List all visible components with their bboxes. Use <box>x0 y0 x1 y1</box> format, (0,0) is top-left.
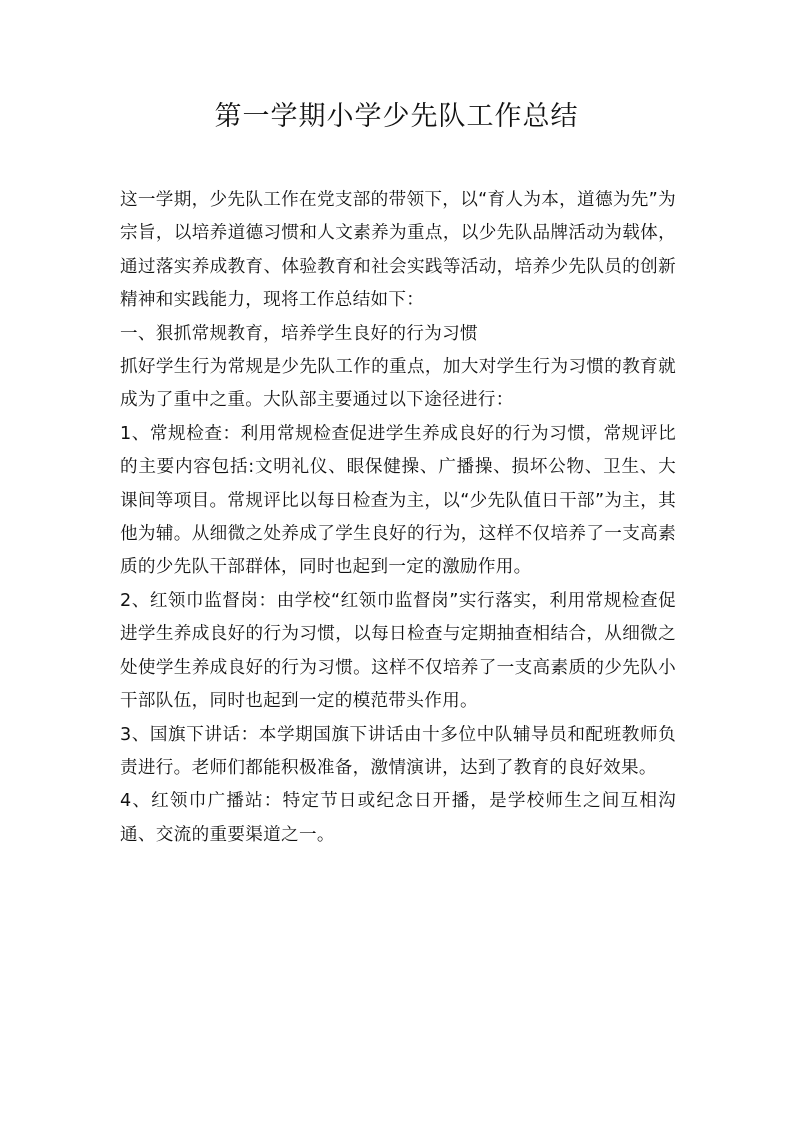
section-heading: 一、狠抓常规教育，培养学生良好的行为习惯 <box>120 323 478 344</box>
list-item-flag-speech: 3、国旗下讲话：本学期国旗下讲话由十多位中队辅导员和配班教师负责进行。老师们都能积极准备，激情演讲，达到了教育的良好效果。 <box>120 724 676 778</box>
page-title: 第一学期小学少先队工作总结 <box>214 101 579 132</box>
list-item-red-scarf-post: 2、红领巾监督岗：由学校“红领巾监督岗”实行落实，利用常规检查促进学生养成良好的行为习惯，以每日检查与定期抽查相结合，从细微之处使学生养成良好的行为习惯。这样不仅培养了一支高素质的少先队小干部队伍，同时也起到一定的模范带头作用。 <box>120 590 676 712</box>
document-body <box>120 184 676 852</box>
body-paragraph: 抓好学生行为常规是少先队工作的重点，加大对学生行为习惯的教育就成为了重中之重。大队部主要通过以下途径进行： <box>120 357 676 411</box>
list-item-routine-check: 1、常规检查：利用常规检查促进学生养成良好的行为习惯，常规评比的主要内容包括:文明礼仪、眼保健操、广播操、损坏公物、卫生、大课间等项目。常规评比以每日检查为主，以“少先队值日干部”为主，其他为辅。从细微之处养成了学生良好的行为，这样不仅培养了一支高素质的少先队干部群体，同时也起到一定的激励作用。 <box>120 423 676 578</box>
list-item-broadcast-station: 4、红领巾广播站：特定节日或纪念日开播，是学校师生之间互相沟通、交流的重要渠道之一。 <box>120 791 676 845</box>
intro-paragraph: 这一学期，少先队工作在党支部的带领下，以“育人为本，道德为先”为宗旨，以培养道德习惯和人文素养为重点，以少先队品牌活动为载体，通过落实养成教育、体验教育和社会实践等活动，培养少先队员的创新精神和实践能力，现将工作总结如下： <box>120 190 676 311</box>
